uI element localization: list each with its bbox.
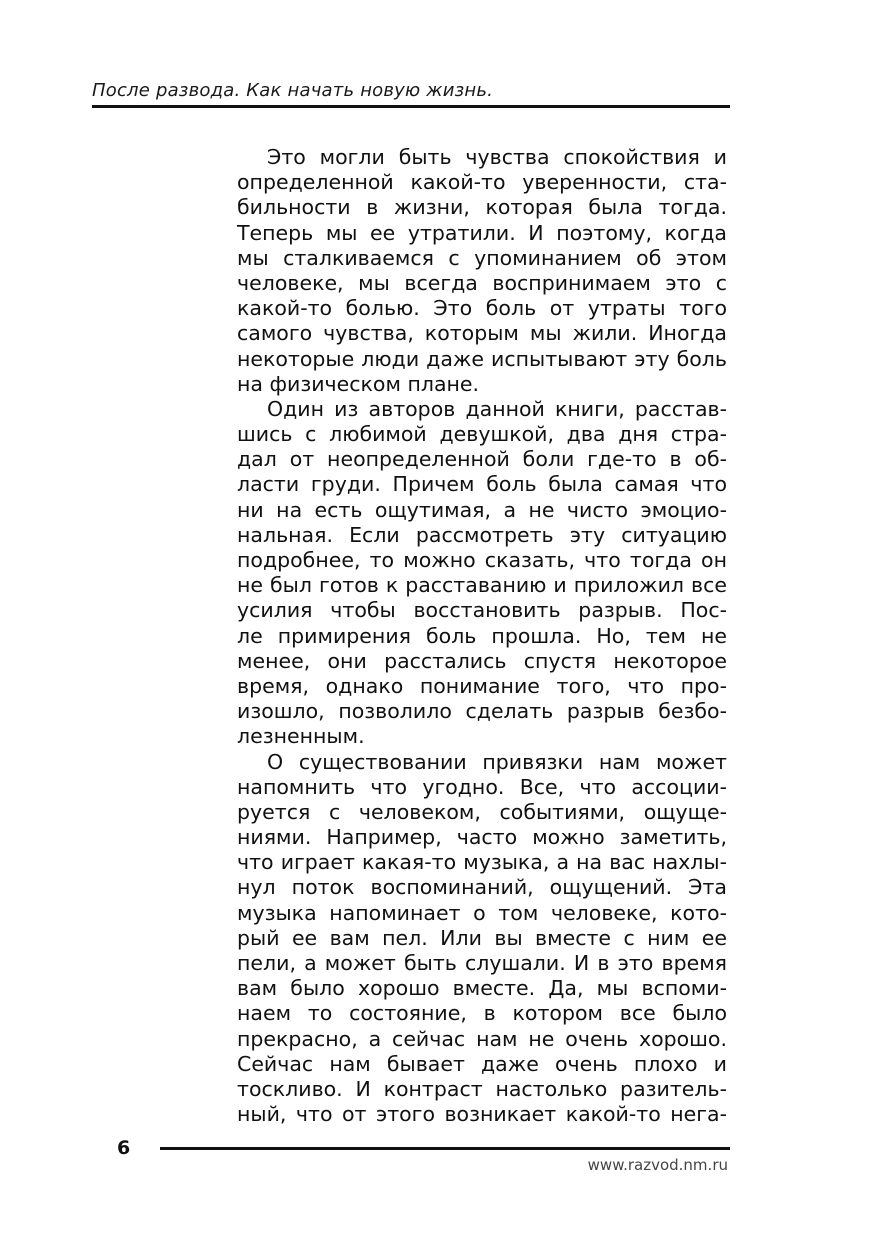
paragraph-line: изошло, позволило сделать разрыв безбо- — [237, 699, 727, 724]
paragraph-line: бильности в жизни, которая была тогда. — [237, 195, 727, 220]
paragraph-line: вам было хорошо вместе. Да, мы вспоми- — [237, 976, 727, 1001]
paragraph-line: О существовании привязки нам может — [267, 749, 727, 774]
paragraph-line: ниями. Например, часто можно заметить, — [237, 825, 727, 850]
paragraph-line: на физическом плане. — [237, 371, 480, 396]
body-text — [237, 145, 727, 1127]
page-number: 6 — [117, 1137, 131, 1159]
paragraph-line: Один из авторов данной книги, расстав- — [267, 396, 727, 421]
paragraph-line: человеке, мы всегда воспринимаем это с — [237, 270, 727, 295]
paragraph-line: подробнее, то можно сказать, что тогда он — [237, 548, 727, 572]
paragraph-line: что играет какая-то музыка, а на вас нахлы- — [237, 850, 727, 875]
paragraph-line: самого чувства, которым мы жили. Иногда — [237, 321, 727, 346]
paragraph-line: Сейчас нам бывает даже очень плохо и — [237, 1051, 727, 1076]
running-header: После развода. Как начать новую жизнь. — [92, 80, 494, 101]
paragraph-line: усилия чтобы восстановить разрыв. Пос- — [237, 598, 727, 623]
paragraph-line: шись с любимой девушкой, два дня стра- — [237, 422, 727, 447]
paragraph-line: мы сталкиваемся с упоминанием об этом — [237, 245, 727, 270]
paragraph-line: наем то состояние, в котором все было — [237, 1001, 727, 1026]
paragraph-line: прекрасно, а сейчас нам не очень хорошо. — [237, 1026, 727, 1051]
paragraph-line: музыка напоминает о том человеке, кото- — [237, 900, 727, 925]
paragraph-line: дал от неопределенной боли где-то в об- — [237, 447, 727, 472]
paragraph-line: время, однако понимание того, что про- — [237, 673, 727, 698]
paragraph-line: менее, они расстались спустя некоторое — [237, 648, 727, 673]
paragraph-line: тоскливо. И контраст настолько разитель- — [237, 1076, 727, 1101]
paragraph-line: какой-то болью. Это боль от утраты того — [237, 296, 727, 321]
paragraph-line: напомнить что угодно. Все, что ассоции- — [237, 774, 727, 799]
paragraph-line: ле примирения боль прошла. Но, тем не — [237, 623, 727, 648]
footer-rule — [160, 1147, 730, 1150]
paragraph-line: нальная. Если рассмотреть эту ситуацию — [237, 522, 727, 547]
paragraph-line: руется с человеком, событиями, ощуще- — [237, 799, 727, 824]
paragraph-line: Теперь мы ее утратили. И поэтому, когда — [237, 220, 727, 245]
paragraph-line: ни на есть ощутимая, а не чисто эмоцио- — [237, 497, 727, 522]
paragraph-line: нул поток воспоминаний, ощущений. Эта — [237, 875, 727, 900]
paragraph-line: не был готов к расставанию и приложил все — [237, 573, 727, 598]
paragraph-line: Это могли быть чувства спокойствия и — [267, 145, 727, 169]
paragraph-line: пели, а может быть слушали. И в это время — [237, 951, 727, 975]
paragraph-line: лезненным. — [237, 724, 365, 749]
paragraph-line: некоторые люди даже испытывают эту боль — [237, 346, 727, 371]
header-rule — [92, 105, 730, 108]
paragraph-line: ный, что от этого возникает какой-то нега- — [237, 1102, 727, 1127]
paragraph-line: рый ее вам пел. Или вы вместе с ним ее — [237, 925, 727, 950]
paragraph-line: ласти груди. Причем боль была самая что — [237, 472, 727, 497]
footer-website: www.razvod.nm.ru — [587, 1156, 728, 1174]
paragraph-line: определенной какой-то уверенности, ста- — [237, 170, 727, 195]
